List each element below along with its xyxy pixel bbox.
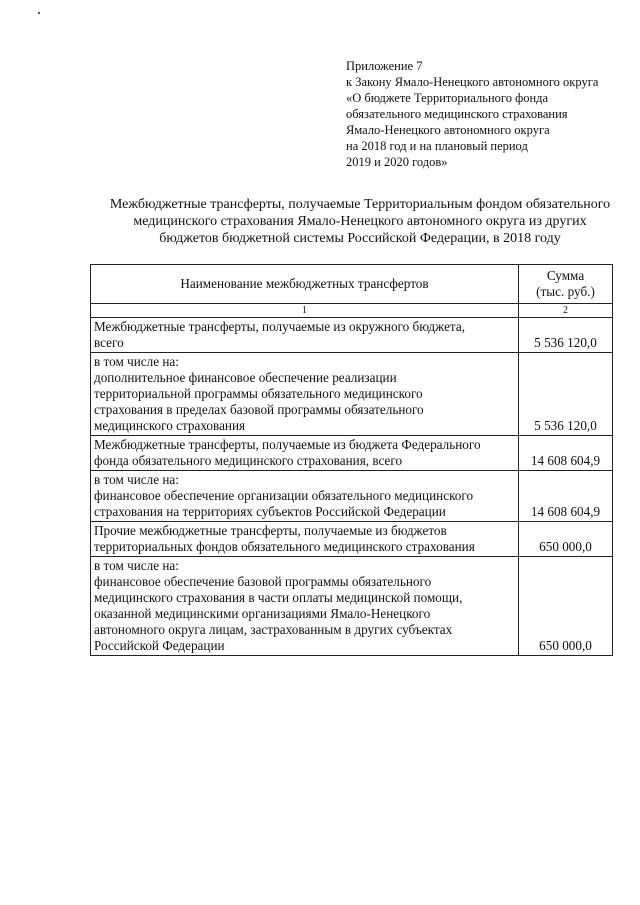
transfer-name-line: финансовое обеспечение базовой программы обязательного: [94, 574, 432, 589]
transfer-name-line: оказанной медицинскими организациями Ямало-Ненецкого: [94, 606, 431, 621]
transfer-name-line: медицинского страхования: [94, 418, 246, 433]
transfer-name: [91, 557, 519, 656]
transfer-name-line: территориальных фондов обязательного медицинского страхования: [94, 539, 475, 554]
transfer-sum: 5 536 120,0: [519, 353, 613, 436]
transfer-sum: 650 000,0: [519, 522, 613, 557]
transfer-name: [91, 471, 519, 522]
transfer-name-line: Российской Федерации: [94, 638, 225, 653]
appendix-line: на 2018 год и на плановый период: [346, 139, 528, 153]
transfer-name-line: Межбюджетные трансферты, получаемые из окружного бюджета,: [94, 319, 465, 334]
column-number-2: 2: [519, 304, 613, 318]
transfer-name-line: финансовое обеспечение организации обязательного медицинского: [94, 488, 474, 503]
transfer-name-line: в том числе на:: [94, 558, 179, 573]
transfer-sum: 5 536 120,0: [519, 318, 613, 353]
table-row: [91, 318, 613, 353]
transfer-name-line: страхования на территориях субъектов Российской Федерации: [94, 504, 446, 519]
transfer-name: [91, 522, 519, 557]
transfer-name-line: медицинского страхования в части оплаты медицинской помощи,: [94, 590, 463, 605]
appendix-line: к Закону Ямало-Ненецкого автономного округа: [346, 75, 599, 89]
transfer-sum: 14 608 604,9: [519, 436, 613, 471]
header-sum: [519, 265, 613, 304]
transfer-name: [91, 318, 519, 353]
header-sum-line2: (тыс. руб.): [536, 284, 595, 299]
appendix-line: обязательного медицинского страхования: [346, 107, 568, 121]
appendix-reference: [346, 58, 626, 170]
transfer-name-line: всего: [94, 335, 124, 350]
transfer-name-line: в том числе на:: [94, 354, 179, 369]
column-number-1: 1: [91, 304, 519, 318]
column-number-row: [91, 304, 613, 318]
appendix-line: Приложение 7: [346, 59, 423, 73]
transfers-table: [90, 264, 613, 656]
transfer-name-line: территориальной программы обязательного медицинского: [94, 386, 423, 401]
transfer-name-line: страхования в пределах базовой программы обязательного: [94, 402, 424, 417]
scan-speck: [38, 12, 40, 14]
appendix-line: Ямало-Ненецкого автономного округа: [346, 123, 550, 137]
transfer-name-line: в том числе на:: [94, 472, 179, 487]
transfer-name-line: Прочие межбюджетные трансферты, получаемые из бюджетов: [94, 523, 447, 538]
table-row: [91, 522, 613, 557]
transfer-name: [91, 353, 519, 436]
title-line: бюджетов бюджетной системы Российской Федерации, в 2018 году: [159, 231, 561, 246]
transfer-name-line: фонда обязательного медицинского страхования, всего: [94, 453, 403, 468]
transfer-sum: 14 608 604,9: [519, 471, 613, 522]
transfer-sum: 650 000,0: [519, 557, 613, 656]
title-line: медицинского страхования Ямало-Ненецкого автономного округа из других: [133, 214, 587, 229]
transfer-name-line: Межбюджетные трансферты, получаемые из бюджета Федерального: [94, 437, 481, 452]
transfer-name-line: автономного округа лицам, застрахованным в других субъектах: [94, 622, 453, 637]
table-row: [91, 353, 613, 436]
table-body: [91, 318, 613, 656]
appendix-line: 2019 и 2020 годов»: [346, 155, 448, 169]
header-name: Наименование межбюджетных трансфертов: [91, 265, 519, 304]
document-title: [95, 196, 625, 247]
table-row: [91, 557, 613, 656]
table-header-row: [91, 265, 613, 304]
header-sum-line1: Сумма: [546, 268, 585, 283]
appendix-line: «О бюджете Территориального фонда: [346, 91, 549, 105]
title-line: Межбюджетные трансферты, получаемые Территориальным фондом обязательного: [109, 197, 611, 212]
transfer-name: [91, 436, 519, 471]
table-row: [91, 436, 613, 471]
table-row: [91, 471, 613, 522]
transfer-name-line: дополнительное финансовое обеспечение реализации: [94, 370, 397, 385]
